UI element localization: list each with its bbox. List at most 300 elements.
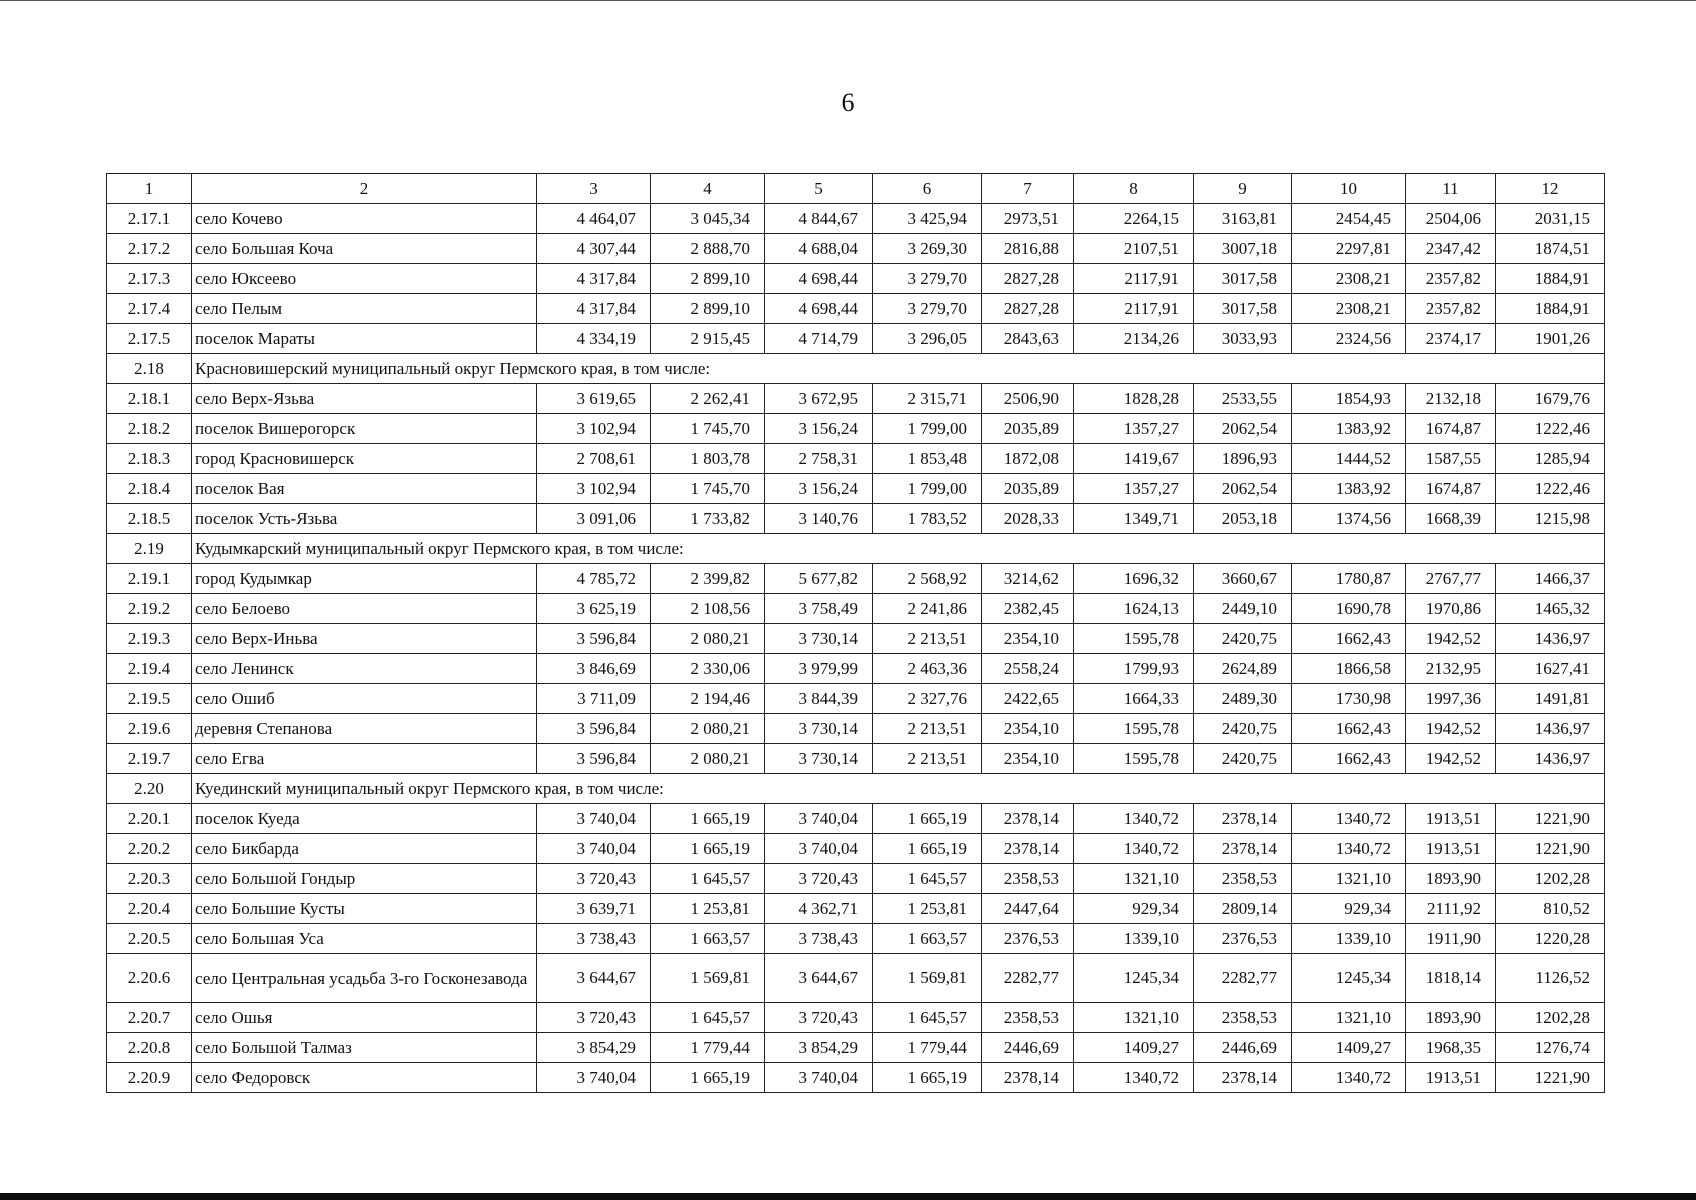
row-code: 2.17.4 xyxy=(107,294,192,324)
value-cell-col-7: 2028,33 xyxy=(982,504,1074,534)
value-cell-col-12: 1436,97 xyxy=(1496,624,1605,654)
value-cell-col-3: 3 639,71 xyxy=(537,894,651,924)
value-cell-col-6: 3 279,70 xyxy=(873,294,982,324)
table-row xyxy=(107,324,1605,354)
value-cell-col-8: 1696,32 xyxy=(1074,564,1194,594)
value-cell-col-11: 2111,92 xyxy=(1406,894,1496,924)
value-cell-col-4: 1 665,19 xyxy=(651,834,765,864)
value-cell-col-12: 1465,32 xyxy=(1496,594,1605,624)
value-cell-col-3: 3 619,65 xyxy=(537,384,651,414)
column-number-row xyxy=(107,174,1605,204)
settlement-name: село Большая Уса xyxy=(192,924,537,954)
value-cell-col-7: 2447,64 xyxy=(982,894,1074,924)
value-cell-col-7: 2446,69 xyxy=(982,1033,1074,1063)
value-cell-col-7: 2506,90 xyxy=(982,384,1074,414)
settlement-name: поселок Куеда xyxy=(192,804,537,834)
value-cell-col-8: 1339,10 xyxy=(1074,924,1194,954)
value-cell-col-5: 3 672,95 xyxy=(765,384,873,414)
value-cell-col-8: 1595,78 xyxy=(1074,714,1194,744)
value-cell-col-4: 2 262,41 xyxy=(651,384,765,414)
group-title: Красновишерский муниципальный округ Пермского края, в том числе: xyxy=(192,354,1605,384)
value-cell-col-9: 2378,14 xyxy=(1194,804,1292,834)
value-cell-col-11: 1911,90 xyxy=(1406,924,1496,954)
scan-bottom-edge xyxy=(0,1193,1696,1200)
value-cell-col-7: 2827,28 xyxy=(982,264,1074,294)
value-cell-col-4: 3 045,34 xyxy=(651,204,765,234)
value-cell-col-11: 1818,14 xyxy=(1406,954,1496,1003)
value-cell-col-3: 3 740,04 xyxy=(537,804,651,834)
value-cell-col-8: 1245,34 xyxy=(1074,954,1194,1003)
row-code: 2.20.9 xyxy=(107,1063,192,1093)
value-cell-col-7: 2358,53 xyxy=(982,864,1074,894)
column-header: 11 xyxy=(1406,174,1496,204)
value-cell-col-9: 2358,53 xyxy=(1194,864,1292,894)
value-cell-col-7: 2282,77 xyxy=(982,954,1074,1003)
value-cell-col-11: 2374,17 xyxy=(1406,324,1496,354)
value-cell-col-9: 2420,75 xyxy=(1194,624,1292,654)
value-cell-col-11: 2132,95 xyxy=(1406,654,1496,684)
value-cell-col-6: 2 315,71 xyxy=(873,384,982,414)
value-cell-col-6: 1 799,00 xyxy=(873,414,982,444)
value-cell-col-6: 2 241,86 xyxy=(873,594,982,624)
value-cell-col-3: 3 740,04 xyxy=(537,1063,651,1093)
table-row xyxy=(107,204,1605,234)
value-cell-col-9: 3033,93 xyxy=(1194,324,1292,354)
table-row xyxy=(107,684,1605,714)
value-cell-col-9: 2378,14 xyxy=(1194,834,1292,864)
value-cell-col-3: 3 596,84 xyxy=(537,714,651,744)
value-cell-col-11: 1997,36 xyxy=(1406,684,1496,714)
table-row xyxy=(107,864,1605,894)
value-cell-col-6: 1 569,81 xyxy=(873,954,982,1003)
value-cell-col-11: 2357,82 xyxy=(1406,264,1496,294)
row-code: 2.17.1 xyxy=(107,204,192,234)
value-cell-col-9: 2489,30 xyxy=(1194,684,1292,714)
value-cell-col-6: 2 463,36 xyxy=(873,654,982,684)
settlement-name: село Егва xyxy=(192,744,537,774)
value-cell-col-5: 3 644,67 xyxy=(765,954,873,1003)
value-cell-col-4: 1 745,70 xyxy=(651,414,765,444)
column-header: 12 xyxy=(1496,174,1605,204)
value-cell-col-9: 2446,69 xyxy=(1194,1033,1292,1063)
value-cell-col-5: 3 854,29 xyxy=(765,1033,873,1063)
table-row xyxy=(107,924,1605,954)
row-code: 2.19.2 xyxy=(107,594,192,624)
group-header-row xyxy=(107,354,1605,384)
value-cell-col-5: 2 758,31 xyxy=(765,444,873,474)
value-cell-col-12: 1436,97 xyxy=(1496,744,1605,774)
value-cell-col-7: 2973,51 xyxy=(982,204,1074,234)
settlement-name: город Кудымкар xyxy=(192,564,537,594)
value-cell-col-9: 3017,58 xyxy=(1194,264,1292,294)
value-cell-col-7: 2422,65 xyxy=(982,684,1074,714)
value-cell-col-9: 3163,81 xyxy=(1194,204,1292,234)
value-cell-col-12: 1222,46 xyxy=(1496,474,1605,504)
value-cell-col-5: 3 844,39 xyxy=(765,684,873,714)
value-cell-col-10: 1866,58 xyxy=(1292,654,1406,684)
settlement-name: село Большой Гондыр xyxy=(192,864,537,894)
row-code: 2.19.5 xyxy=(107,684,192,714)
row-code: 2.18.2 xyxy=(107,414,192,444)
table-row xyxy=(107,804,1605,834)
value-cell-col-8: 1799,93 xyxy=(1074,654,1194,684)
value-cell-col-9: 2062,54 xyxy=(1194,474,1292,504)
value-cell-col-8: 1340,72 xyxy=(1074,834,1194,864)
value-cell-col-5: 3 720,43 xyxy=(765,1003,873,1033)
value-cell-col-5: 3 730,14 xyxy=(765,714,873,744)
value-cell-col-7: 2376,53 xyxy=(982,924,1074,954)
value-cell-col-4: 2 330,06 xyxy=(651,654,765,684)
value-cell-col-4: 2 194,46 xyxy=(651,684,765,714)
row-code: 2.18 xyxy=(107,354,192,384)
value-cell-col-7: 1872,08 xyxy=(982,444,1074,474)
value-cell-col-8: 929,34 xyxy=(1074,894,1194,924)
row-code: 2.20.7 xyxy=(107,1003,192,1033)
value-cell-col-3: 4 317,84 xyxy=(537,264,651,294)
settlement-name: поселок Вишерогорск xyxy=(192,414,537,444)
settlement-name: село Юксеево xyxy=(192,264,537,294)
value-cell-col-11: 1587,55 xyxy=(1406,444,1496,474)
value-cell-col-10: 929,34 xyxy=(1292,894,1406,924)
value-cell-col-8: 1595,78 xyxy=(1074,624,1194,654)
value-cell-col-3: 2 708,61 xyxy=(537,444,651,474)
value-cell-col-6: 2 213,51 xyxy=(873,624,982,654)
table-row xyxy=(107,564,1605,594)
value-cell-col-8: 2264,15 xyxy=(1074,204,1194,234)
value-cell-col-5: 3 758,49 xyxy=(765,594,873,624)
value-cell-col-9: 2624,89 xyxy=(1194,654,1292,684)
value-cell-col-8: 1321,10 xyxy=(1074,1003,1194,1033)
value-cell-col-12: 1202,28 xyxy=(1496,864,1605,894)
value-cell-col-7: 2378,14 xyxy=(982,804,1074,834)
table-row xyxy=(107,414,1605,444)
value-cell-col-8: 2134,26 xyxy=(1074,324,1194,354)
table-body xyxy=(107,174,1605,1093)
value-cell-col-9: 2533,55 xyxy=(1194,384,1292,414)
value-cell-col-7: 2378,14 xyxy=(982,1063,1074,1093)
value-cell-col-12: 1276,74 xyxy=(1496,1033,1605,1063)
value-cell-col-11: 1968,35 xyxy=(1406,1033,1496,1063)
value-cell-col-10: 1340,72 xyxy=(1292,1063,1406,1093)
value-cell-col-6: 1 645,57 xyxy=(873,1003,982,1033)
group-header-row xyxy=(107,534,1605,564)
row-code: 2.18.5 xyxy=(107,504,192,534)
table-row xyxy=(107,234,1605,264)
column-header: 1 xyxy=(107,174,192,204)
value-cell-col-10: 2297,81 xyxy=(1292,234,1406,264)
value-cell-col-11: 1893,90 xyxy=(1406,1003,1496,1033)
row-code: 2.19.7 xyxy=(107,744,192,774)
table-row xyxy=(107,834,1605,864)
value-cell-col-4: 1 253,81 xyxy=(651,894,765,924)
value-cell-col-7: 2358,53 xyxy=(982,1003,1074,1033)
value-cell-col-5: 4 362,71 xyxy=(765,894,873,924)
value-cell-col-10: 1374,56 xyxy=(1292,504,1406,534)
row-code: 2.20.3 xyxy=(107,864,192,894)
value-cell-col-11: 1942,52 xyxy=(1406,744,1496,774)
value-cell-col-7: 2354,10 xyxy=(982,624,1074,654)
value-cell-col-11: 1942,52 xyxy=(1406,624,1496,654)
value-cell-col-6: 3 279,70 xyxy=(873,264,982,294)
value-cell-col-3: 4 317,84 xyxy=(537,294,651,324)
settlement-name: село Верх-Иньва xyxy=(192,624,537,654)
value-cell-col-12: 1202,28 xyxy=(1496,1003,1605,1033)
value-cell-col-4: 2 899,10 xyxy=(651,294,765,324)
tariff-table xyxy=(106,173,1605,1093)
value-cell-col-8: 1624,13 xyxy=(1074,594,1194,624)
value-cell-col-3: 3 102,94 xyxy=(537,414,651,444)
value-cell-col-4: 1 779,44 xyxy=(651,1033,765,1063)
value-cell-col-6: 3 296,05 xyxy=(873,324,982,354)
settlement-name: поселок Мараты xyxy=(192,324,537,354)
value-cell-col-3: 3 854,29 xyxy=(537,1033,651,1063)
row-code: 2.20.5 xyxy=(107,924,192,954)
settlement-name: село Верх-Язьва xyxy=(192,384,537,414)
column-header: 8 xyxy=(1074,174,1194,204)
value-cell-col-6: 1 665,19 xyxy=(873,804,982,834)
settlement-name: село Центральная усадьба 3-го Госконезавода xyxy=(192,954,537,1003)
value-cell-col-3: 3 644,67 xyxy=(537,954,651,1003)
value-cell-col-4: 2 080,21 xyxy=(651,744,765,774)
row-code: 2.19 xyxy=(107,534,192,564)
settlement-name: село Пелым xyxy=(192,294,537,324)
value-cell-col-4: 1 733,82 xyxy=(651,504,765,534)
value-cell-col-11: 2132,18 xyxy=(1406,384,1496,414)
value-cell-col-6: 1 853,48 xyxy=(873,444,982,474)
settlement-name: город Красновишерск xyxy=(192,444,537,474)
value-cell-col-3: 3 720,43 xyxy=(537,1003,651,1033)
value-cell-col-12: 1874,51 xyxy=(1496,234,1605,264)
settlement-name: село Кочево xyxy=(192,204,537,234)
value-cell-col-3: 3 846,69 xyxy=(537,654,651,684)
value-cell-col-8: 1340,72 xyxy=(1074,1063,1194,1093)
value-cell-col-12: 1215,98 xyxy=(1496,504,1605,534)
table-row xyxy=(107,474,1605,504)
value-cell-col-6: 2 568,92 xyxy=(873,564,982,594)
value-cell-col-6: 1 645,57 xyxy=(873,864,982,894)
value-cell-col-11: 2767,77 xyxy=(1406,564,1496,594)
column-header: 4 xyxy=(651,174,765,204)
value-cell-col-4: 1 645,57 xyxy=(651,1003,765,1033)
value-cell-col-3: 3 625,19 xyxy=(537,594,651,624)
value-cell-col-6: 2 327,76 xyxy=(873,684,982,714)
row-code: 2.19.4 xyxy=(107,654,192,684)
table-row xyxy=(107,384,1605,414)
value-cell-col-6: 1 663,57 xyxy=(873,924,982,954)
value-cell-col-8: 1595,78 xyxy=(1074,744,1194,774)
table-row xyxy=(107,594,1605,624)
value-cell-col-12: 1222,46 xyxy=(1496,414,1605,444)
settlement-name: село Ленинск xyxy=(192,654,537,684)
value-cell-col-10: 1444,52 xyxy=(1292,444,1406,474)
value-cell-col-10: 1339,10 xyxy=(1292,924,1406,954)
value-cell-col-6: 1 253,81 xyxy=(873,894,982,924)
value-cell-col-6: 1 779,44 xyxy=(873,1033,982,1063)
value-cell-col-7: 2843,63 xyxy=(982,324,1074,354)
value-cell-col-12: 1285,94 xyxy=(1496,444,1605,474)
value-cell-col-5: 3 979,99 xyxy=(765,654,873,684)
table-row xyxy=(107,504,1605,534)
table-row xyxy=(107,1063,1605,1093)
value-cell-col-4: 2 915,45 xyxy=(651,324,765,354)
value-cell-col-5: 3 156,24 xyxy=(765,414,873,444)
value-cell-col-10: 1340,72 xyxy=(1292,804,1406,834)
settlement-name: село Белоево xyxy=(192,594,537,624)
table-row xyxy=(107,954,1605,1003)
column-header: 3 xyxy=(537,174,651,204)
value-cell-col-4: 2 888,70 xyxy=(651,234,765,264)
value-cell-col-3: 4 464,07 xyxy=(537,204,651,234)
value-cell-col-5: 3 140,76 xyxy=(765,504,873,534)
column-header: 2 xyxy=(192,174,537,204)
value-cell-col-10: 2308,21 xyxy=(1292,264,1406,294)
value-cell-col-4: 1 663,57 xyxy=(651,924,765,954)
value-cell-col-12: 1679,76 xyxy=(1496,384,1605,414)
value-cell-col-7: 2035,89 xyxy=(982,474,1074,504)
value-cell-col-11: 1942,52 xyxy=(1406,714,1496,744)
value-cell-col-10: 1662,43 xyxy=(1292,624,1406,654)
column-header: 10 xyxy=(1292,174,1406,204)
value-cell-col-10: 2454,45 xyxy=(1292,204,1406,234)
value-cell-col-11: 1970,86 xyxy=(1406,594,1496,624)
value-cell-col-8: 2117,91 xyxy=(1074,264,1194,294)
value-cell-col-5: 4 844,67 xyxy=(765,204,873,234)
value-cell-col-9: 1896,93 xyxy=(1194,444,1292,474)
value-cell-col-6: 1 783,52 xyxy=(873,504,982,534)
value-cell-col-3: 3 720,43 xyxy=(537,864,651,894)
value-cell-col-3: 3 596,84 xyxy=(537,744,651,774)
table-row xyxy=(107,654,1605,684)
value-cell-col-6: 2 213,51 xyxy=(873,714,982,744)
row-code: 2.20.2 xyxy=(107,834,192,864)
value-cell-col-8: 1664,33 xyxy=(1074,684,1194,714)
value-cell-col-12: 1221,90 xyxy=(1496,804,1605,834)
table-row xyxy=(107,1033,1605,1063)
value-cell-col-9: 2053,18 xyxy=(1194,504,1292,534)
value-cell-col-11: 2504,06 xyxy=(1406,204,1496,234)
row-code: 2.19.6 xyxy=(107,714,192,744)
value-cell-col-8: 2107,51 xyxy=(1074,234,1194,264)
settlement-name: деревня Степанова xyxy=(192,714,537,744)
value-cell-col-12: 1436,97 xyxy=(1496,714,1605,744)
value-cell-col-10: 1854,93 xyxy=(1292,384,1406,414)
value-cell-col-8: 1357,27 xyxy=(1074,414,1194,444)
value-cell-col-10: 1690,78 xyxy=(1292,594,1406,624)
scan-top-edge xyxy=(0,0,1696,1)
value-cell-col-9: 2062,54 xyxy=(1194,414,1292,444)
value-cell-col-8: 1419,67 xyxy=(1074,444,1194,474)
value-cell-col-5: 4 714,79 xyxy=(765,324,873,354)
value-cell-col-12: 1126,52 xyxy=(1496,954,1605,1003)
value-cell-col-8: 1828,28 xyxy=(1074,384,1194,414)
value-cell-col-5: 4 698,44 xyxy=(765,294,873,324)
value-cell-col-10: 1321,10 xyxy=(1292,864,1406,894)
value-cell-col-7: 2382,45 xyxy=(982,594,1074,624)
value-cell-col-9: 3017,58 xyxy=(1194,294,1292,324)
value-cell-col-7: 2035,89 xyxy=(982,414,1074,444)
value-cell-col-12: 1884,91 xyxy=(1496,294,1605,324)
settlement-name: село Ошья xyxy=(192,1003,537,1033)
value-cell-col-5: 4 698,44 xyxy=(765,264,873,294)
value-cell-col-3: 3 596,84 xyxy=(537,624,651,654)
value-cell-col-6: 3 425,94 xyxy=(873,204,982,234)
value-cell-col-10: 1245,34 xyxy=(1292,954,1406,1003)
column-header: 7 xyxy=(982,174,1074,204)
table-row xyxy=(107,744,1605,774)
value-cell-col-9: 2358,53 xyxy=(1194,1003,1292,1033)
value-cell-col-9: 2282,77 xyxy=(1194,954,1292,1003)
value-cell-col-7: 3214,62 xyxy=(982,564,1074,594)
value-cell-col-12: 1491,81 xyxy=(1496,684,1605,714)
value-cell-col-10: 2324,56 xyxy=(1292,324,1406,354)
value-cell-col-7: 2816,88 xyxy=(982,234,1074,264)
row-code: 2.19.3 xyxy=(107,624,192,654)
value-cell-col-7: 2354,10 xyxy=(982,744,1074,774)
value-cell-col-9: 2376,53 xyxy=(1194,924,1292,954)
table-row xyxy=(107,894,1605,924)
value-cell-col-11: 1893,90 xyxy=(1406,864,1496,894)
value-cell-col-8: 1409,27 xyxy=(1074,1033,1194,1063)
value-cell-col-11: 1668,39 xyxy=(1406,504,1496,534)
value-cell-col-9: 3007,18 xyxy=(1194,234,1292,264)
value-cell-col-5: 3 740,04 xyxy=(765,1063,873,1093)
value-cell-col-12: 1884,91 xyxy=(1496,264,1605,294)
group-title: Кудымкарский муниципальный округ Пермского края, в том числе: xyxy=(192,534,1605,564)
column-header: 5 xyxy=(765,174,873,204)
value-cell-col-5: 3 740,04 xyxy=(765,804,873,834)
value-cell-col-5: 3 720,43 xyxy=(765,864,873,894)
value-cell-col-9: 3660,67 xyxy=(1194,564,1292,594)
value-cell-col-6: 1 665,19 xyxy=(873,834,982,864)
value-cell-col-11: 2347,42 xyxy=(1406,234,1496,264)
value-cell-col-4: 2 399,82 xyxy=(651,564,765,594)
value-cell-col-4: 1 569,81 xyxy=(651,954,765,1003)
column-header: 6 xyxy=(873,174,982,204)
value-cell-col-4: 2 080,21 xyxy=(651,624,765,654)
value-cell-col-10: 1321,10 xyxy=(1292,1003,1406,1033)
settlement-name: село Федоровск xyxy=(192,1063,537,1093)
value-cell-col-3: 3 711,09 xyxy=(537,684,651,714)
row-code: 2.18.1 xyxy=(107,384,192,414)
value-cell-col-9: 2420,75 xyxy=(1194,714,1292,744)
value-cell-col-12: 2031,15 xyxy=(1496,204,1605,234)
value-cell-col-10: 2308,21 xyxy=(1292,294,1406,324)
value-cell-col-4: 2 108,56 xyxy=(651,594,765,624)
row-code: 2.18.3 xyxy=(107,444,192,474)
row-code: 2.18.4 xyxy=(107,474,192,504)
row-code: 2.20.4 xyxy=(107,894,192,924)
value-cell-col-7: 2827,28 xyxy=(982,294,1074,324)
value-cell-col-9: 2420,75 xyxy=(1194,744,1292,774)
value-cell-col-8: 2117,91 xyxy=(1074,294,1194,324)
table-row xyxy=(107,264,1605,294)
value-cell-col-5: 3 738,43 xyxy=(765,924,873,954)
value-cell-col-8: 1340,72 xyxy=(1074,804,1194,834)
value-cell-col-11: 1913,51 xyxy=(1406,834,1496,864)
value-cell-col-4: 1 745,70 xyxy=(651,474,765,504)
value-cell-col-9: 2449,10 xyxy=(1194,594,1292,624)
value-cell-col-12: 1627,41 xyxy=(1496,654,1605,684)
settlement-name: село Большая Коча xyxy=(192,234,537,264)
row-code: 2.17.3 xyxy=(107,264,192,294)
value-cell-col-5: 3 740,04 xyxy=(765,834,873,864)
value-cell-col-4: 2 899,10 xyxy=(651,264,765,294)
value-cell-col-4: 1 645,57 xyxy=(651,864,765,894)
value-cell-col-12: 1221,90 xyxy=(1496,1063,1605,1093)
table-row xyxy=(107,444,1605,474)
settlement-name: село Бикбарда xyxy=(192,834,537,864)
value-cell-col-5: 5 677,82 xyxy=(765,564,873,594)
